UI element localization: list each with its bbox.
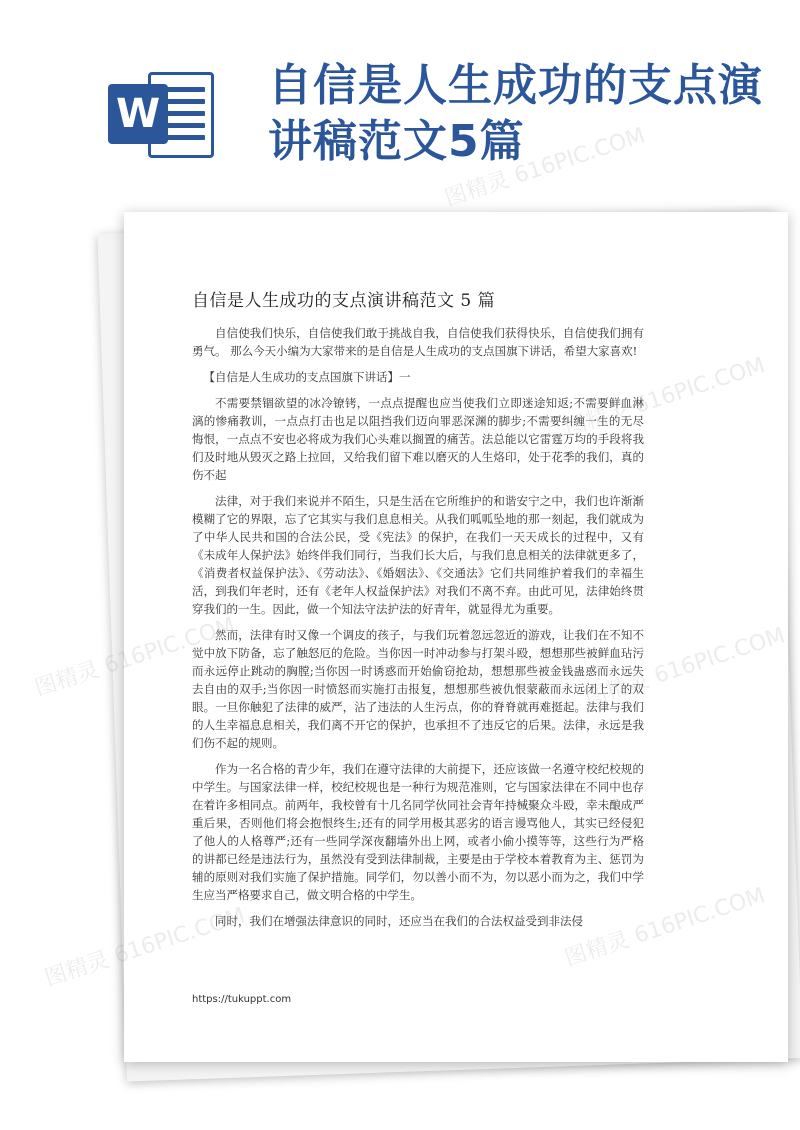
- paragraph: 然而，法律有时又像一个调皮的孩子，与我们玩着忽远忽近的游戏，让我们在不知不觉中放下防备，忘了触怒厄的危险。当你因一时冲动参与打架斗殴，想想那些被鲜血玷污而永远停止跳动的胸膛;当你因一时诱惑而开始偷窃抢劫，想想那些被金钱蛊惑而永远失去自由的双手;当你因一时愤怒而实施打击报复，想想那些被仇恨蒙蔽而永远闭上了的双眼。一旦你触犯了法律的威严，沾了违法的人生污点，你的脊脊就再难挺起。法律与我们的人生幸福息息相关，我们离不开它的保护，也承担不了违反它的后果。法律，永远是我们伤不起的规则。: [192, 628, 644, 750]
- word-w-icon: W: [108, 84, 168, 144]
- source-url[interactable]: https://tukuppt.com: [192, 994, 292, 1005]
- watermark: 图精灵 616PIC.COM: [441, 123, 649, 212]
- document-page: [124, 212, 788, 1062]
- document-body: [192, 324, 644, 938]
- header-title: 自信是人生成功的支点演讲稿范文5篇: [268, 60, 763, 167]
- word-app-icon: [108, 68, 220, 164]
- paragraph: 不需要禁锢欲望的冰冷镣铐，一点点提醒也应当使我们立即迷途知返;不需要鲜血淋漓的惨痛教训，一点点打击也足以阻挡我们迈向罪恶深渊的脚步;不需要纠缠一生的无尽悔恨，一点点不安也必将成为我们心头难以搁置的痛苦。法总能以它雷霆万均的手段将我们及时地从毁灭之路上拉回，又给我们留下难以磨灭的人生烙印，处于花季的我们，真的伤不起: [192, 396, 644, 482]
- watermark: 图精灵: [31, 657, 103, 702]
- paragraph: 自信使我们快乐，自信使我们敢于挑战自我，自信使我们获得快乐，自信使我们拥有勇气。 那么今天小编为大家带来的是自信是人生成功的支点国旗下讲话，希望大家喜欢!: [192, 326, 644, 358]
- paragraph: 法律，对于我们来说并不陌生，只是生活在它所维护的和谐安宁之中，我们也许渐渐模糊了它的界限，忘了它其实与我们息息相关。从我们呱呱坠地的那一刻起，我们就成为了中华人民共和国的合法公民，受《宪法》的保护，在我们一天天成长的过程中，又有《未成年人保护法》始终伴我们同行，当我们长大后，与我们息息相关的法律就更多了，《消费者权益保护法》、《劳动法》、《婚姻法》、《交通法》它们共同维护着我们的幸福生活，到我们年老时，还有《老年人权益保护法》对我们不离不弃。由此可见，法律始终贯穿我们的一生。因此，做一个知法守法护法的好青年，就显得尤为重要。: [192, 494, 644, 616]
- section-heading: 【自信是人生成功的支点国旗下讲话】一: [203, 370, 411, 384]
- paragraph: 同时，我们在增强法律意识的同时，还应当在我们的合法权益受到非法侵: [215, 914, 583, 928]
- paragraph: 作为一名合格的青少年，我们在遵守法律的大前提下，还应该做一名遵守校纪校规的中学生。与国家法律一样，校纪校规也是一种行为规范准则，它与国家法律在不同中也存在着许多相同点。前两年，我校曾有十几名同学伙同社会青年持械聚众斗殴，幸未酿成严重后果，否则他们将会抱恨终生;还有的同学用极其恶劣的语言谩骂他人，其实已经侵犯了他人的人格尊严;还有一些同学深夜翻墙外出上网，或者小偷小摸等等，这些行为严格的讲都已经是违法行为，虽然没有受到法律制裁，主要是由于学校本着教育为主、惩罚为辅的原则对我们实施了保护措施。同学们，勿以善小而不为，勿以恶小而为之，我们中学生应当严格要求自己，做文明合格的中学生。: [192, 762, 644, 902]
- watermark: 图精灵: [41, 947, 113, 992]
- document-title: 自信是人生成功的支点演讲稿范文 5 篇: [192, 291, 496, 311]
